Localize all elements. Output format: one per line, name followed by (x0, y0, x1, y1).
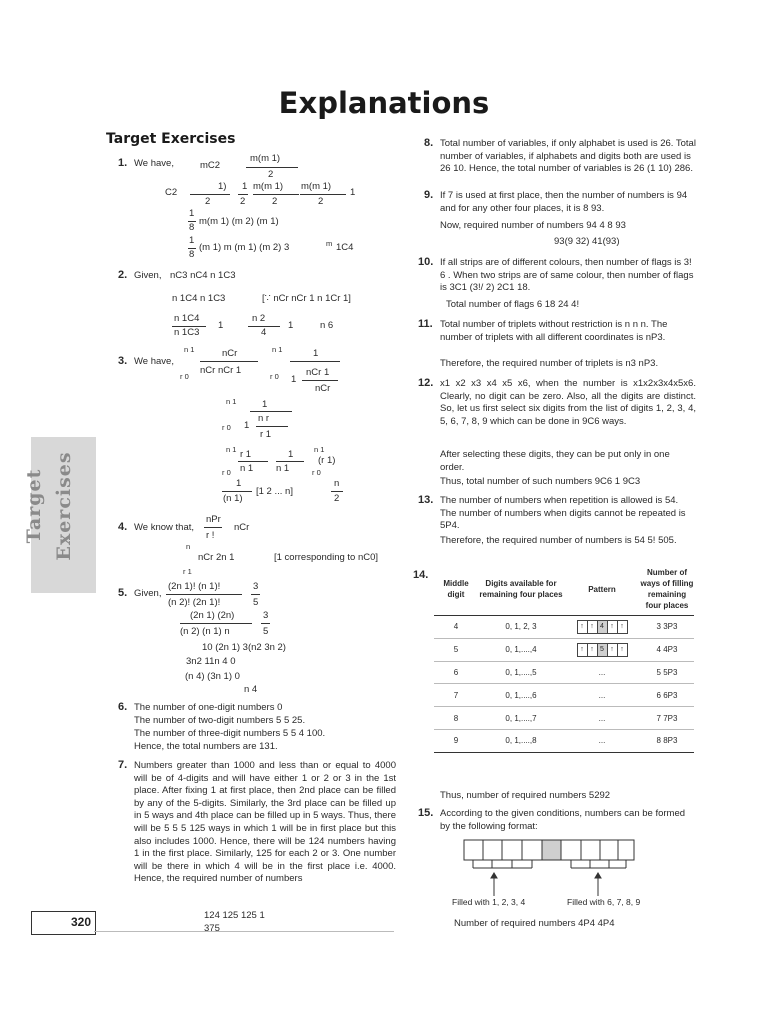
fraction-denominator: 2 (205, 196, 211, 207)
table-cell: 3 3P3 (640, 616, 694, 639)
page-number-box (31, 911, 96, 935)
sum-lower: r 0 (180, 372, 189, 381)
table-cell: 0, 1,....,4 (478, 638, 564, 661)
fraction-bar (250, 411, 292, 412)
table-cell: 8 8P3 (640, 729, 694, 752)
paragraph: If all strips are of different colours, then number of flags is 3! 6 . When two strips are of same colour, then number of flags is 3C1 (3!/ 2) 2C1 18. (440, 257, 694, 294)
fraction-denominator: r 1 (260, 429, 272, 440)
fraction-bar (190, 194, 230, 195)
paragraph: After selecting these digits, they can be put only in one order. (440, 449, 670, 473)
math-expression: Number of required numbers 4P4 4P4 (454, 918, 615, 929)
math-expression: 3n2 11n 4 0 (186, 656, 236, 667)
text-line: Hence, the total numbers are 131. (134, 741, 278, 752)
paragraph: x1 x2 x3 x4 x5 x6, when the number is x1x2x3x4x5x6. Clearly, no digit can be zero. Also, all the digits are distinct. So, let us first select six digits from the list of digits 1, 2, 3, 4, 5, 6, 7, 8, 9 which can be done in 9C6 ways. (440, 378, 696, 427)
fraction-bar (222, 491, 252, 492)
math-term: 1) (218, 181, 227, 192)
table-cell: ... (564, 707, 640, 730)
fraction-denominator: (n 2)! (2n 1)! (168, 597, 221, 608)
sum-lower: r 0 (312, 468, 321, 477)
fraction-bar (238, 461, 268, 462)
fraction-denominator: nCr nCr 1 (200, 365, 242, 376)
table-cell: 7 7P3 (640, 707, 694, 730)
fraction-denominator: nCr (315, 383, 331, 394)
page-number: 320 (70, 915, 91, 929)
math-expression: n 1C4 n 1C3 (172, 293, 226, 304)
question-number: 8. (424, 137, 434, 149)
sum-lower: r 0 (222, 423, 231, 432)
fraction-denominator: 2 (272, 196, 278, 207)
table-row (434, 729, 694, 752)
fraction-numerator: r 1 (240, 449, 252, 460)
table-cell: 0, 1,....,8 (478, 729, 564, 752)
table-cell: 0, 1,....,6 (478, 684, 564, 707)
ways-table (434, 567, 694, 753)
pattern-middle: 5 (598, 644, 608, 656)
sum-lower: r 1 (183, 567, 192, 576)
fraction-denominator: n r (258, 413, 270, 424)
math-term: C2 (165, 187, 178, 198)
table-cell: 5 (434, 638, 478, 661)
math-expression: nC3 nC4 n 1C3 (170, 270, 236, 281)
diagram-label-left: Filled with 1, 2, 3, 4 (452, 897, 526, 907)
lead-text: We know that, (134, 522, 195, 533)
fraction-denominator: n 1 (240, 463, 254, 474)
table-cell: 9 (434, 729, 478, 752)
page-title: Explanations (278, 86, 490, 120)
table-header: Number of ways of filling remaining four places (640, 567, 694, 616)
fraction-bar (246, 167, 298, 168)
math-term: 1 (242, 181, 248, 192)
pattern-slot: ↑ (578, 621, 588, 633)
math-term: 1 (244, 420, 250, 431)
fraction-numerator: 3 (263, 610, 269, 621)
paragraph: Total number of triplets without restriction is n n n. The number of triplets with all different coordinates is nP3. (440, 319, 668, 343)
math-expression: n 4 (244, 684, 258, 695)
fraction-bar (200, 361, 258, 362)
question-number: 10. (418, 256, 434, 268)
math-term: mC2 (200, 160, 221, 171)
math-term: 1 (350, 187, 356, 198)
table-header: Digits available for remaining four places (478, 567, 564, 616)
text-line: The number of three-digit numbers 5 5 4 100. (134, 728, 326, 739)
superscript: m (326, 239, 333, 248)
math-expression: (m 1) m (m 1) (m 2) 3 (199, 242, 290, 253)
table-header: Pattern (564, 567, 640, 616)
math-expression: Thus, total number of such numbers 9C6 1 9C3 (440, 476, 641, 487)
pattern-boxes (577, 643, 628, 657)
math-expression: 93(9 32) 41(93) (554, 236, 620, 247)
math-expression: 10 (2n 1) 3(n2 3n 2) (202, 642, 286, 653)
fraction-bar (166, 594, 242, 595)
table-cell: 0, 1,....,7 (478, 707, 564, 730)
pattern-cell (564, 616, 640, 639)
pattern-slot: ↑ (588, 644, 598, 656)
question-number: 3. (118, 355, 128, 367)
lead-text: Given, (134, 270, 162, 281)
math-expression: nCr 2n 1 (198, 552, 235, 563)
table-cell: ... (564, 729, 640, 752)
fraction-bar (331, 491, 343, 492)
table-cell: 4 (434, 616, 478, 639)
fraction-denominator: 5 (263, 626, 269, 637)
fraction-denominator: (n 1) (223, 493, 243, 504)
fraction-numerator: nCr (222, 348, 238, 359)
question-number: 12. (418, 377, 434, 389)
sum-upper: n 1 (226, 445, 237, 454)
question-number: 7. (118, 759, 128, 771)
fraction-bar (276, 461, 304, 462)
footer-rule (94, 931, 394, 932)
fraction-numerator: (2n 1) (2n) (190, 610, 235, 621)
fraction-numerator: 3 (253, 581, 259, 592)
math-term: 1 (291, 374, 297, 385)
fraction-bar (253, 194, 299, 195)
sum-lower: r 0 (222, 468, 231, 477)
fraction-numerator: m(m 1) (250, 153, 281, 164)
fraction-bar (256, 426, 288, 427)
math-expression: m(m 1) (m 2) (m 1) (199, 216, 279, 227)
question-number: 4. (118, 521, 128, 533)
math-expression: Therefore, the required number of triplets is n3 nP3. (440, 358, 659, 369)
pattern-slot: ↑ (608, 644, 618, 656)
fraction-numerator: 1 (313, 348, 319, 359)
pattern-slot: ↑ (578, 644, 588, 656)
table-cell: 8 (434, 707, 478, 730)
fraction-denominator: 2 (240, 196, 246, 207)
math-term: m(m 1) (253, 181, 284, 192)
math-expression: Now, required number of numbers 94 4 8 93 (440, 220, 626, 231)
fraction-denominator: r ! (206, 530, 215, 541)
fraction-denominator: (n 2) (n 1) n (180, 626, 230, 637)
fraction-denominator: 2 (334, 493, 340, 504)
diagram-label-right: Filled with 6, 7, 8, 9 (567, 897, 641, 907)
fraction-denominator: 2 (268, 169, 274, 180)
fraction-denominator: 5 (253, 597, 259, 608)
question-number: 6. (118, 701, 128, 713)
math-expression: (n 4) (3n 1) 0 (185, 671, 240, 682)
fraction-numerator: n 2 (252, 313, 266, 324)
fraction-bar (204, 527, 222, 528)
fraction-numerator: n (334, 478, 340, 489)
lead-text: We have, (134, 158, 174, 169)
pattern-boxes (577, 620, 628, 634)
question-number: 13. (418, 494, 434, 506)
table-cell: 6 (434, 661, 478, 684)
math-expression: [∵ nCr nCr 1 n 1Cr 1] (262, 293, 351, 304)
lead-text: We have, (134, 356, 174, 367)
table-row (434, 661, 694, 684)
text-line: The number of one-digit numbers 0 (134, 702, 283, 713)
fraction-bar (180, 623, 252, 624)
table-cell: 7 (434, 684, 478, 707)
math-expression: 124 125 125 1 (204, 910, 265, 921)
sum-upper: n 1 (184, 345, 195, 354)
sum-lower: r 0 (270, 372, 279, 381)
question-number: 11. (418, 318, 433, 330)
fraction-bar (238, 194, 248, 195)
fraction-bar (300, 194, 346, 195)
fraction-numerator: (2n 1)! (n 1)! (168, 581, 221, 592)
table-header: Middle digit (434, 567, 478, 616)
fraction-bar (302, 380, 338, 381)
paragraph: Numbers greater than 1000 and less than or equal to 4000 will be of 4-digits and will have either 1 or 2 or 3 in the 1st place. After fixing 1 at first place, then 2nd place can be filled by any of the 5-digits. Similarly, the 3rd place can be filled up in 5 ways and 4th place can be filled up in 5 ways. Thus, there will be 5 5 5 125 ways in which 1 will be in first place but this also includes 1000. Hence, there will be 124 numbers having 1 in the first place. Similarly, 125 for each 2 or 3. One number will be there in which 4 will be in the first place i.e. 4000. Hence, the required number of numbers (134, 760, 396, 885)
paragraph: Therefore, the required number of numbers is 54 5! 505. (440, 535, 677, 546)
math-term: n 6 (320, 320, 334, 331)
math-term: 1C4 (336, 242, 354, 253)
pattern-slot: ↑ (608, 621, 618, 633)
fraction-bar (261, 623, 270, 624)
fraction-bar (251, 594, 260, 595)
fraction-numerator: 1 (288, 449, 294, 460)
fraction-numerator: 1 (189, 235, 195, 246)
math-note: [1 corresponding to nC0] (274, 552, 379, 563)
math-expression: (r 1) (318, 455, 336, 466)
question-number: 2. (118, 269, 128, 281)
table-row (434, 684, 694, 707)
sum-upper: n 1 (226, 397, 237, 406)
table-row (434, 638, 694, 661)
math-expression: Thus, number of required numbers 5292 (440, 790, 611, 801)
paragraph: Total number of variables, if only alphabet is used is 26. Total number of variables, if alphabets and digits both are used is 26 10. Hence, the total number of variables is 26 (1 10) 286. (440, 138, 696, 175)
math-expression: Total number of flags 6 18 24 4! (446, 299, 580, 310)
fraction-denominator: n 1C3 (174, 327, 200, 338)
question-number: 14. (413, 569, 429, 581)
paragraph: The number of numbers when repetition is allowed is 54. The number of numbers when digits cannot be repeated is 5P4. (440, 495, 686, 532)
fraction-numerator: 1 (236, 478, 242, 489)
sum-upper: n 1 (314, 445, 325, 454)
question-number: 9. (424, 189, 434, 201)
table-cell: ... (564, 661, 640, 684)
fraction-denominator: 8 (189, 222, 195, 233)
table-cell: 4 4P3 (640, 638, 694, 661)
math-term: m(m 1) (301, 181, 332, 192)
sum-upper: n 1 (272, 345, 283, 354)
math-expression: [1 2 ... n] (256, 486, 293, 497)
side-tab-label: Target Exercises (23, 451, 75, 561)
lead-text: Given, (134, 588, 162, 599)
section-heading: Target Exercises (106, 131, 236, 147)
question-number: 1. (118, 157, 128, 169)
table-cell: 0, 1,....,5 (478, 661, 564, 684)
fraction-denominator: 2 (318, 196, 324, 207)
paragraph: If 7 is used at first place, then the number of numbers is 94 and for any other four places, it is 8 93. (440, 190, 688, 214)
paragraph: According to the given conditions, numbers can be formed by the following format: (440, 808, 686, 832)
math-term: nCr (234, 522, 250, 533)
fraction-numerator: 1 (262, 399, 268, 410)
fraction-numerator: 1 (189, 208, 195, 219)
pattern-middle: 4 (598, 621, 608, 633)
table-cell: ... (564, 684, 640, 707)
fraction-denominator: nCr 1 (306, 367, 330, 378)
question-number: 15. (418, 807, 434, 819)
fraction-numerator: nPr (206, 514, 221, 525)
question-number: 5. (118, 587, 128, 599)
fraction-bar (290, 361, 340, 362)
fraction-denominator: n 1 (276, 463, 290, 474)
pattern-slot: ↑ (620, 645, 624, 653)
fraction-denominator: 4 (261, 327, 267, 338)
math-term: 1 (218, 320, 224, 331)
sum-upper: n (186, 542, 191, 551)
text-line: The number of two-digit numbers 5 5 25. (134, 715, 306, 726)
math-term: 1 (288, 320, 294, 331)
table-row (434, 707, 694, 730)
math-expression: 375 (204, 923, 220, 934)
pattern-slot: ↑ (620, 622, 624, 630)
pattern-slot: ↑ (588, 621, 598, 633)
pattern-cell (564, 638, 640, 661)
table-row (434, 616, 694, 639)
table-cell: 5 5P3 (640, 661, 694, 684)
table-cell: 0, 1, 2, 3 (478, 616, 564, 639)
fraction-denominator: 8 (189, 249, 195, 260)
fraction-numerator: n 1C4 (174, 313, 200, 324)
table-cell: 6 6P3 (640, 684, 694, 707)
